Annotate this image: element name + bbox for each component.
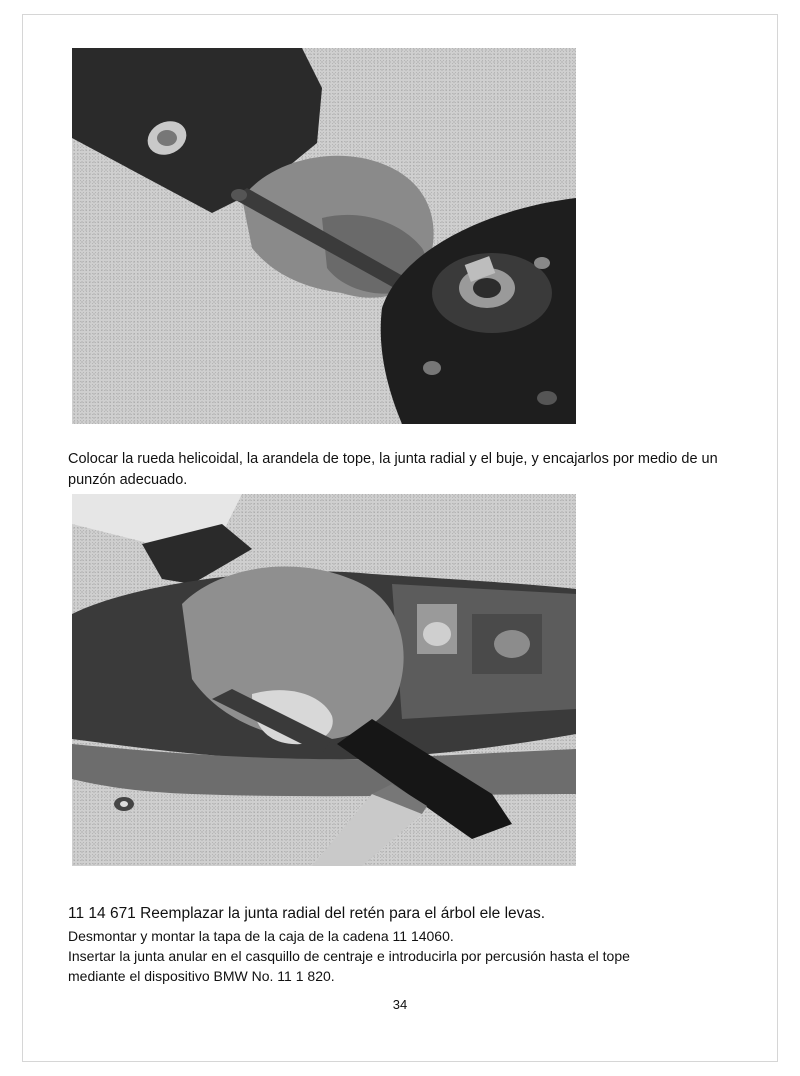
figure-caption: Colocar la rueda helicoidal, la arandela de tope, la junta radial y el buje, y encajarlos por medio de un punzón adecuado. [68,451,718,488]
instruction-line-1: Desmontar y montar la tapa de la caja de la cadena 11 14060. [68,928,454,944]
instruction-line-2: Insertar la junta anular en el casquillo de centraje e introducirla por percusión hasta el tope [68,948,630,964]
photo-hand-tool-housing [72,48,576,424]
instruction-line-3: mediante el dispositivo BMW No. 11 1 820. [68,968,335,984]
page-number: 34 [392,997,408,1012]
section-title: 11 14 671 Reemplazar la junta radial del retén para el árbol ele levas. [68,905,546,922]
photo-punch-mallet [72,494,576,866]
